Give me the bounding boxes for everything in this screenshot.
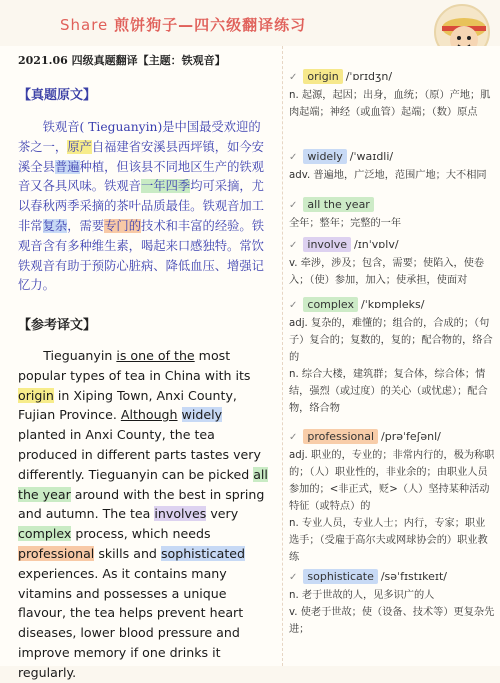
vocab-definition: adj. 职业的，专业的；非常内行的，极为称职的；（人）职业性的，非业余的；由职业人员参加的；<非正式，贬>（人）坚持某种活动特征（或特点）的 n. 专业人员，专业人士；内行，专家；职业选手；（受雇于高尔夫或网球协会的）职业教练: [289, 450, 495, 563]
highlighted-phrase: widely: [181, 407, 223, 423]
vocab-headword-line: [289, 430, 495, 443]
highlighted-phrase: 复杂: [42, 218, 68, 233]
vocab-entry: [289, 198, 495, 232]
title-prefix: Share: [60, 16, 115, 34]
page-body: [0, 46, 500, 680]
text-run: 均可采摘，尤以春秋两季采摘的茶叶品质最佳。铁观音加工非常: [18, 179, 264, 233]
vocabulary-column: [282, 46, 494, 666]
vocab-headword-line: [289, 570, 495, 583]
vocab-entry: [289, 150, 495, 184]
text-run: 技术和丰富的经验。铁观音含有多种维生素，喝起来口感独特。常饮铁观音有助于预防心脏病、降低血压、增强记忆力。: [18, 218, 265, 293]
text-run: Tieguanyin: [43, 348, 117, 363]
check-icon: ✓: [289, 432, 298, 443]
check-icon: ✓: [289, 72, 298, 83]
english-passage: [18, 346, 270, 683]
highlighted-phrase: origin: [18, 387, 54, 403]
vocab-phonetic: /ˈwaɪdli/: [349, 150, 394, 163]
vocab-headword-line: [289, 298, 495, 311]
text-run: skills and: [94, 545, 161, 561]
vocab-word: involve: [303, 237, 351, 252]
vocab-word: complex: [303, 297, 358, 312]
check-icon: ✓: [289, 200, 298, 211]
text-run: around with the best in spring and autumn. The tea: [18, 486, 265, 522]
check-icon: ✓: [289, 572, 298, 583]
vocab-headword-line: [289, 70, 495, 83]
vocab-definition: v. 牵涉，涉及；包含，需要；使陷入，使卷入；（使）参加，加入；使承担，使面对: [289, 258, 485, 286]
highlighted-phrase: sophisticated: [160, 545, 245, 561]
page-title: [60, 14, 306, 35]
original-heading: 【真题原文】: [18, 88, 97, 103]
text-run: planted in Anxi County, the tea produced in different parts tastes very differently. Tieguanyin can be picked: [18, 427, 261, 482]
highlighted-phrase: 专门的: [104, 218, 142, 233]
text-run: 自福建省安溪县西坪镇，如今安溪全县: [18, 139, 264, 174]
page-header: [0, 0, 500, 46]
highlighted-phrase: complex: [18, 526, 72, 542]
text-run: process, which needs: [71, 526, 211, 542]
vocab-phonetic: /səˈfɪstɪkeɪt/: [380, 570, 448, 583]
exam-title: 2021.06 四级真题翻译【主题：铁观音】: [18, 54, 226, 67]
text-run: 种植，但该县不同地区生产的铁观音又各具风味。铁观音: [18, 159, 264, 194]
highlighted-phrase: Although: [120, 407, 178, 423]
highlighted-phrase: involves: [154, 506, 207, 522]
vocab-phonetic: /ˈɒrɪdʒn/: [345, 70, 393, 83]
text-run: most popular types of tea in China with its: [18, 348, 251, 383]
vocab-headword-line: [289, 238, 495, 251]
vocab-entry: [289, 570, 495, 638]
text-run: ，需要: [67, 218, 105, 233]
highlighted-phrase: is one of the: [116, 348, 195, 363]
vocab-headword-line: [289, 198, 495, 211]
highlighted-phrase: 一年四季: [140, 179, 191, 194]
vocab-word: sophisticate: [303, 569, 377, 584]
vocab-word: all the year: [303, 197, 373, 212]
text-run: in Xiping Town, Anxi County, Fujian Province.: [18, 387, 237, 423]
vocab-word: widely: [303, 149, 346, 164]
vocab-entry: [289, 70, 495, 121]
highlighted-phrase: 原产: [67, 139, 92, 154]
text-run: [178, 407, 182, 422]
vocab-definition: n. 老于世故的人，见多识广的人 v. 使老于世故；使（设备、技术等）更复杂先进；: [289, 590, 495, 635]
vocab-phonetic: /ˈkɒmpleks/: [361, 298, 425, 311]
vocab-word: origin: [303, 69, 342, 84]
reference-heading: 【参考译文】: [18, 318, 97, 333]
vocab-definition: 全年；整年；完整的一年: [289, 218, 402, 229]
highlighted-phrase: 普遍: [54, 159, 80, 174]
highlighted-phrase: professional: [18, 545, 95, 561]
chinese-passage: [18, 118, 270, 296]
check-icon: ✓: [289, 152, 298, 163]
text-run: very: [206, 506, 239, 522]
vocab-phonetic: /ɪnˈvɒlv/: [354, 238, 399, 251]
vocab-word: professional: [303, 429, 378, 444]
vocab-definition: n. 起源，起因；出身，血统；（原）产地；肌肉起端；神经（或血管）起端；（数）原点: [289, 90, 491, 118]
highlighted-phrase: all the year: [18, 466, 268, 502]
check-icon: ✓: [289, 300, 298, 311]
vocab-definition: adv. 普遍地，广泛地，范围广地；大不相同: [289, 170, 487, 181]
title-main: 煎饼狗子—四六级翻译练习: [114, 16, 307, 34]
vocab-entry: [289, 430, 495, 566]
vocab-entry: [289, 298, 495, 417]
text-run: 铁观音( Tieguanyin)是中国最受欢迎的茶之一，: [18, 120, 261, 154]
vocab-definition: adj. 复杂的，难懂的；组合的，合成的；（句子）复合的；复数的，复的；配合物的，络合的 n. 综合大楼，建筑群；复合体，综合体；情结，强烈（或过度）的关心（或忧虑）；配合物，络合物: [289, 318, 493, 414]
vocab-phonetic: /prəˈfeʃənl/: [381, 430, 441, 443]
text-run: experiences. As it contains many vitamins and possesses a unique flavour, the tea helps prevent heart diseases, lower blood pressure and improve memory if one drinks it regularly.: [18, 565, 244, 680]
vocab-entry: [289, 238, 495, 289]
check-icon: ✓: [289, 240, 298, 251]
vocab-headword-line: [289, 150, 495, 163]
